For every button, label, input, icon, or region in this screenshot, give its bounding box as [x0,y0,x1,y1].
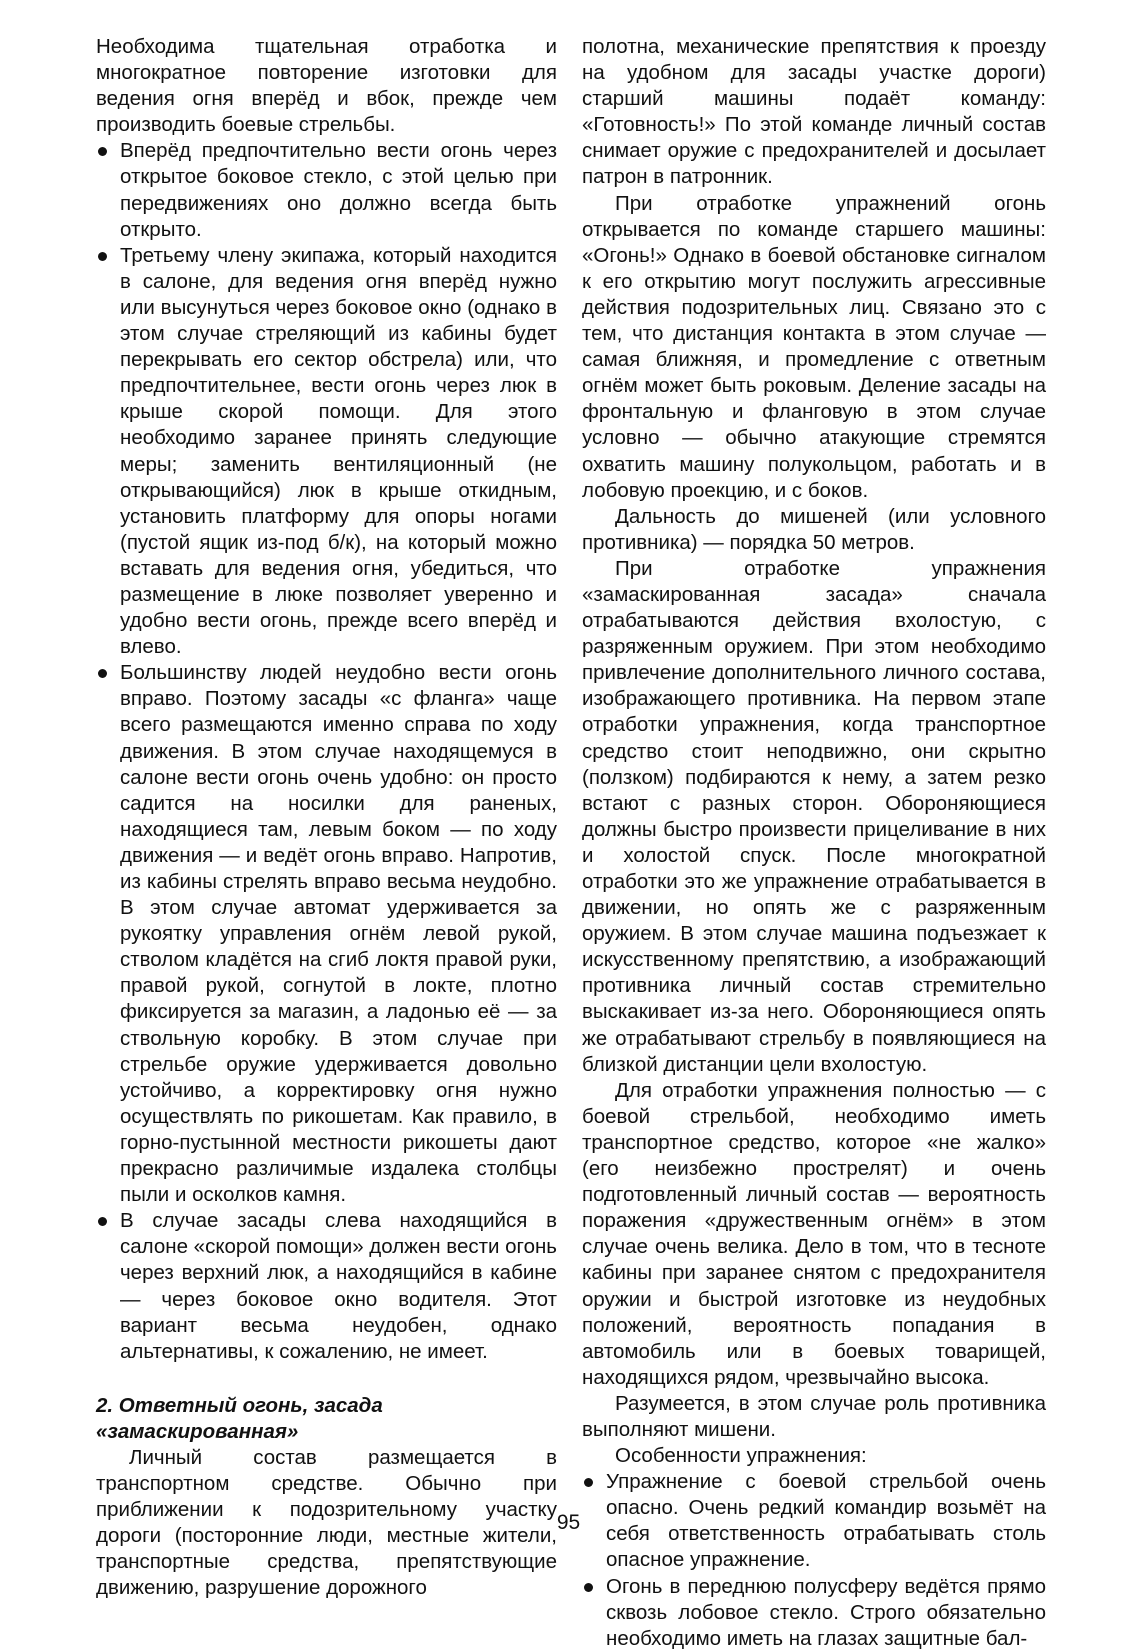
features-label: Особенности упражнения: [615,1444,867,1468]
section-heading: 2. Ответный огонь, засада «замаскированная» [96,1393,383,1443]
bullet-item [96,660,557,1208]
paragraph: При отработке упражнений огонь открывается по команде старшего машины: «Огонь!» Однако в боевой обстановке сигналом к его открытию могут послужить агрессивные действия подозрительных лиц. Связано это с тем, что дистанция контакта в этом случае — самая ближняя, и промедление с ответным огнём может быть роковым. Деление засады на фронтальную и фланговую в этом случае условно — обычно атакующие стремятся охватить машину полукольцом, работать и в лобовую проекцию, и с боков. [582,191,1046,502]
bullet-text: Огонь в переднюю полусферу ведётся прямо сквозь лобовое стекло. Строго обязательно необходимо иметь на глазах защитные бал- [606,1574,1046,1650]
page-number: 95 [556,1511,581,1534]
continued-paragraph: Необходима тщательная отработка и многократное повторение изготовки для ведения огня вперёд и вбок, прежде чем производить боевые стрельбы. [96,35,557,137]
bullet-icon [584,1478,593,1487]
bullet-text: В случае засады слева находящийся в салоне «скорой помощи» должен вести огонь через верхний люк, а находящийся в кабине — через боковое окно водителя. Этот вариант весьма неудобен, однако альтернативы, к сожалению, не имеет. [120,1209,557,1363]
paragraph: Для отработки упражнения полностью — с боевой стрельбой, необходимо иметь транспортное средство, которое «не жалко» (его неизбежно прострелят) и очень подготовленный личный состав — вероятность поражения «дружественным огнём» в этом случае очень велика. Дело в том, что в тесноте кабины при заранее снятом с предохранителя оружии и быстрой изготовке из неудобных положений, вероятность попадания в автомобиль или в боевых товарищей, находящихся рядом, чрезвычайно высока. [582,1078,1046,1389]
bullet-text: Третьему члену экипажа, который находится в салоне, для ведения огня вперёд нужно или высунуться через боковое окно (однако в этом случае стреляющий из кабины будет перекрывать его сектор обстрела) или, что предпочтительнее, вести огонь через люк в крыше скорой помощи. Для этого необходимо заранее принять следующие меры; заменить вентиляционный (не открывающийся) люк в крыше откидным, установить платформу для опоры ногами (пустой ящик из-под б/к), на который можно вставать для ведения огня, убедиться, что размещение в люке позволяет уверенно и удобно вести огонь, прежде всего вперёд и влево. [120,243,557,659]
paragraph: При отработке упражнения «замаскированная засада» сначала отрабатываются действия вхолостую, с разряженным оружием. При этом необходимо привлечение дополнительного личного состава, изображающего противника. На первом этапе отработки упражнения, когда транспортное средство стоит неподвижно, они скрытно (ползком) подбираются к нему, а затем резко встают с разных сторон. Обороняющиеся должны быстро произвести прицеливание в них и холостой спуск. После многократной отработки это же упражнение отрабатывается в движении, но опять же с разряженным оружием. В этом случае машина подъезжает к искусственному препятствию, а изображающий противника личный состав стремительно выскакивает из-за него. Обороняющиеся опять же отрабатывают стрельбу в появляющиеся на близкой дистанции цели вхолостую. [582,556,1046,1076]
bullet-item [582,1574,1046,1652]
continued-paragraph: полотна, механические препятствия к проезду на удобном для засады участке дороги) старший машины подаёт команду: «Готовность!» По этой команде личный состав снимает оружие с предохранителей и досылает патрон в патронник. [582,35,1046,189]
paragraph: Дальность до мишеней (или условного противника) — порядка 50 метров. [582,504,1046,554]
bullet-text: Большинству людей неудобно вести огонь вправо. Поэтому засады «с фланга» чаще всего размещаются именно справа по ходу движения. В этом случае находящемуся в салоне вести огонь очень удобно: он просто садится на носилки для раненых, находящиеся там, левым боком — по ходу движения — и ведёт огонь вправо. Напротив, из кабины стрелять вправо весьма неудобно. В этом случае автомат удерживается за рукоятку управления огнём левой рукой, стволом кладётся на сгиб локтя правой руки, правой рукой, согнутой в локте, плотно фиксируется за магазин, а ладонью её — за ствольную коробку. В этом случае при стрельбе оружие удерживается довольно устойчиво, а корректировку огня нужно осуществлять по рикошетам. Как правило, в горно-пустынной местности рикошеты дают прекрасно различимые издалека столбцы пыли и осколков камня. [120,661,557,1207]
bullet-icon [98,669,107,678]
bullet-icon [98,1217,107,1226]
bullet-text: Вперёд предпочтительно вести огонь через открытое боковое стекло, с этой целью при передвижениях оно должно всегда быть открыто. [120,139,557,241]
paragraph: Личный состав размещается в транспортном средстве. Обычно при приближении к подозрительному участку дороги (посторонние люди, местные жители, транспортные средства, препятствующие движению, разрушение дорожного [96,1445,557,1600]
bullet-item [96,1208,557,1365]
bullet-icon [584,1583,593,1592]
bullet-icon [98,147,107,156]
bullet-item [96,138,557,242]
left-column [96,34,557,1601]
bullet-item [96,243,557,661]
paragraph: Разумеется, в этом случае роль противника выполняют мишени. [582,1391,1046,1441]
bullet-text: Упражнение с боевой стрельбой очень опасно. Очень редкий командир возьмёт на себя ответственность отрабатывать столь опасное упражнение. [606,1470,1046,1572]
right-column [582,34,1046,1652]
bullet-icon [98,252,107,261]
